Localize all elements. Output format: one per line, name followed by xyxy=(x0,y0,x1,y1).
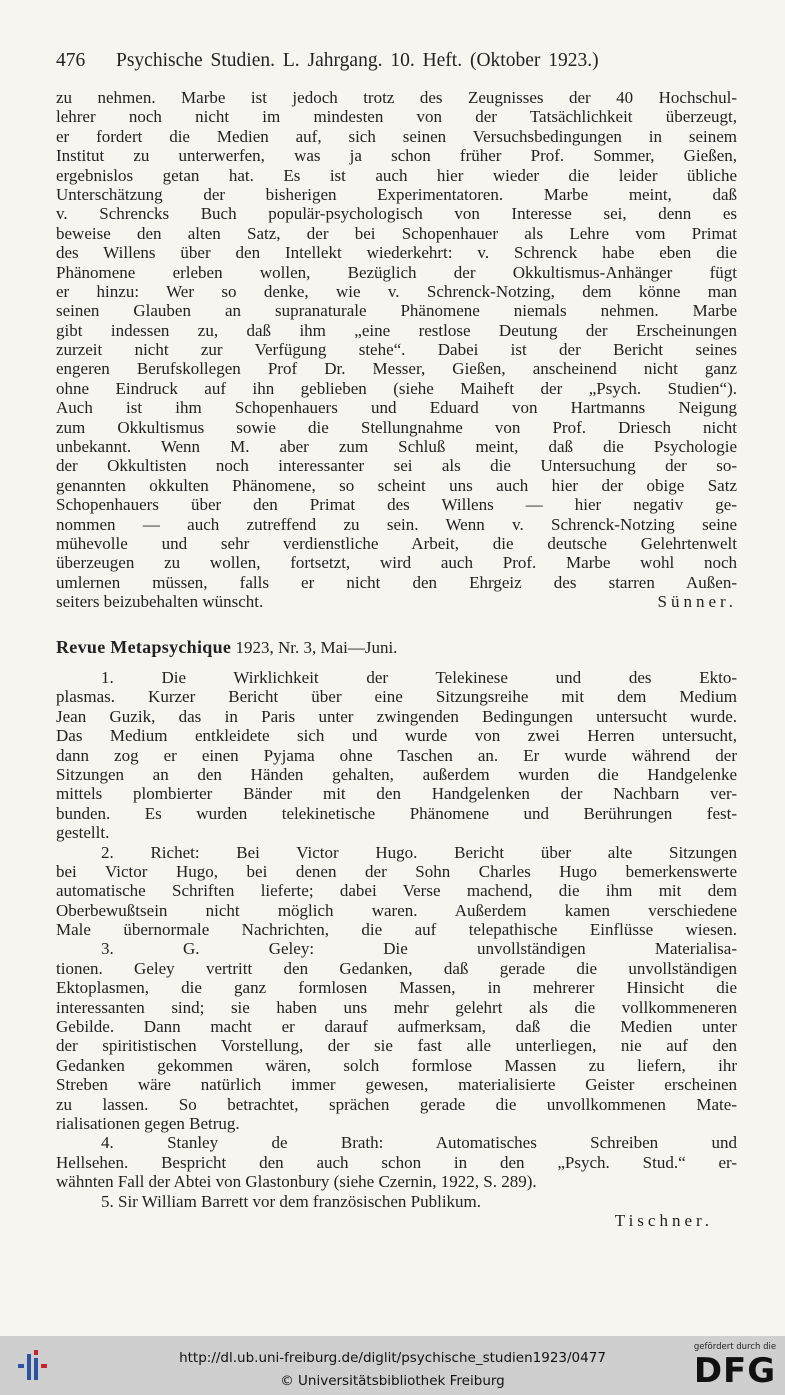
text-line: engeren Berufskollegen Prof Dr. Messer, Gießen, anscheinend nicht ganz xyxy=(56,359,737,379)
dfg-funding-logo xyxy=(690,1342,780,1392)
text-line: lehrer noch nicht im mindesten von der Tatsächlichkeit überzeugt, xyxy=(56,107,737,127)
text-line: er fordert die Medien auf, sich seinen Versuchsbedingungen in seinem xyxy=(56,126,737,146)
review-revue-body xyxy=(56,668,737,1230)
text-line: mühevolle und sehr verdienstliche Arbeit, die deutsche Gelehrtenwelt xyxy=(56,533,737,553)
funding-note: gefördert durch die xyxy=(693,1342,777,1352)
text-line: er hinzu: Wer so denke, wie v. Schrenck-Notzing, dem könne man xyxy=(56,281,737,301)
text-line: Streben wäre natürlich immer gewesen, materialisierte Geister erscheinen xyxy=(56,1075,737,1095)
text-line xyxy=(56,592,737,611)
text-line: 2. Richet: Bei Victor Hugo. Bericht über alte Sitzungen xyxy=(101,842,737,862)
text-line: interessanten sind; sie haben uns mehr gelehrt als die vollkommeneren xyxy=(56,997,737,1017)
text-line: automatische Schriften lieferte; dabei Verse machend, die ihm mit dem xyxy=(56,881,737,901)
text-line: plasmas. Kurzer Bericht über eine Sitzungsreihe mit dem Medium xyxy=(56,687,737,707)
text-line: wähnten Fall der Abtei von Glastonbury (siehe Czernin, 1922, S. 289). xyxy=(56,1172,537,1192)
text-line: Auch ist ihm Schopenhauers und Eduard von Hartmanns Neigung xyxy=(56,398,737,418)
reviewer-signature: Tischner. xyxy=(614,1210,713,1230)
text-line: ohne Eindruck auf ihn geblieben (siehe Maiheft der „Psych. Studien“). xyxy=(56,378,737,398)
text-line: der Okkultisten noch interessanter sei als die Untersuchung der so- xyxy=(56,456,737,476)
running-header xyxy=(56,46,736,76)
text-line: der spiritistischen Vorstellung, der sie fast alle unterliegen, nie auf den xyxy=(56,1036,737,1056)
text-line: bei Victor Hugo, bei denen der Sohn Charles Hugo bemerkenswerte xyxy=(56,861,737,881)
text-line: nommen — auch zutreffend zu sein. Wenn v. Schrenck-Notzing seine xyxy=(56,514,737,534)
text-line: mittels plombierter Bänder mit den Handgelenken der Nachbarn ver- xyxy=(56,784,737,804)
text-line: 5. Sir William Barrett vor dem französischen Publikum. xyxy=(101,1191,482,1211)
footer-bar xyxy=(0,1336,785,1395)
journal-issue: 1923, Nr. 3, Mai—Juni. xyxy=(235,638,398,657)
text-line: Unterschätzung der bisherigen Experimentatoren. Marbe meint, daß xyxy=(56,184,737,204)
text-line: Sitzungen an den Händen gehalten, außerdem wurden die Handgelenke xyxy=(56,764,737,784)
text-line: tionen. Geley vertritt den Gedanken, daß gerade die unvollständigen xyxy=(56,958,737,978)
text-line: dann zog er einen Pyjama ohne Taschen an. Er wurde während der xyxy=(56,745,737,765)
text-line: Oberbewußtsein nicht möglich waren. Außerdem kamen verschiedene xyxy=(56,900,737,920)
text-line: Gebilde. Dann macht er darauf aufmerksam, daß die Medien unter xyxy=(56,1017,737,1037)
review-revue-heading xyxy=(56,638,737,657)
text-line: genannten okkulten Phänomene, so scheint uns auch hier der obige Satz xyxy=(56,475,737,495)
text-line: umlernen müssen, falls er nicht den Ehrgeiz des starren Außen- xyxy=(56,572,737,592)
reviewer-signature: Sünner. xyxy=(657,592,737,612)
text-line: unbekannt. Wenn M. aber zum Schluß meint, daß die Psychologie xyxy=(56,437,737,457)
text-line: ergebnislos getan hat. Es ist auch hier wieder die leider übliche xyxy=(56,165,737,185)
text-line: Phänomene erleben wollen, Bezüglich der Okkultismus-Anhänger fügt xyxy=(56,262,737,282)
source-url-link[interactable]: http://dl.ub.uni-freiburg.de/diglit/psychische_studien1923/0477 xyxy=(179,1350,606,1366)
text-line: 4. Stanley de Brath: Automatisches Schreiben und xyxy=(101,1133,737,1153)
text-line: bunden. Es wurden telekinetische Phänomene und Berührungen fest- xyxy=(56,803,737,823)
text-line: v. Schrencks Buch populär-psychologisch von Interesse sei, denn es xyxy=(56,204,737,224)
text-line: Schopenhauers über den Primat des Willens — hier negativ ge- xyxy=(56,495,737,515)
signature-line xyxy=(56,1211,737,1230)
text-line: zu lassen. So betrachtet, sprächen gerade die unvollkommenen Mate- xyxy=(56,1094,737,1114)
review-marbe-body xyxy=(56,88,737,612)
text-line: Das Medium entkleidete sich und wurde von zwei Herren untersucht, xyxy=(56,726,737,746)
text-line: des Willens über den Intellekt wiederkehrt: v. Schrenck habe eben die xyxy=(56,243,737,263)
text-line: Male übernormale Nachrichten, die auf telepathische Einflüsse wiesen. xyxy=(56,920,737,940)
text-line: rialisationen gegen Betrug. xyxy=(56,1113,240,1133)
text-line: zu nehmen. Marbe ist jedoch trotz des Zeugnisses der 40 Hochschul- xyxy=(56,88,737,107)
text-line: zurzeit nicht zur Verfügung stehe“. Dabei ist der Bericht seines xyxy=(56,340,737,360)
text-line: Ektoplasmen, die ganz formlosen Massen, in mehrerer Hinsicht die xyxy=(56,978,737,998)
section-heading xyxy=(56,638,737,657)
text-line: beweise den alten Satz, der bei Schopenhauer als Lehre vom Primat xyxy=(56,223,737,243)
text-line: gestellt. xyxy=(56,823,110,843)
page-number: 476 xyxy=(56,50,86,71)
text-line: seinen Glauben an supranaturale Phänomene niemals nehmen. Marbe xyxy=(56,301,737,321)
journal-title: Revue Metapsychique xyxy=(56,637,232,657)
text-line: überzeugen zu wollen, fortsetzt, wird auch Prof. Marbe wohl noch xyxy=(56,553,737,573)
running-title: Psychische Studien. L. Jahrgang. 10. Heft. (Oktober 1923.) xyxy=(116,50,599,71)
text-line: 1. Die Wirklichkeit der Telekinese und des Ekto- xyxy=(101,668,737,687)
text-line: Hellsehen. Bespricht den auch schon in den „Psych. Stud.“ er- xyxy=(56,1152,737,1172)
text-line: gibt indessen zu, daß ihm „eine restlose Deutung der Erscheinungen xyxy=(56,320,737,340)
text-line-content: seiters beizubehalten wünscht. xyxy=(56,592,264,612)
text-line: 3. G. Geley: Die unvollständigen Materialisa- xyxy=(101,939,737,959)
copyright-notice: © Universitätsbibliothek Freiburg xyxy=(280,1373,505,1389)
text-line: Jean Guzik, das in Paris unter zwingenden Bedingungen untersucht wurde. xyxy=(56,706,737,726)
text-line: zum Okkultismus sowie die Stellungnahme von Prof. Driesch nicht xyxy=(56,417,737,437)
text-line: Institut zu unterwerfen, was ja schon früher Prof. Sommer, Gießen, xyxy=(56,146,737,166)
dfg-logo-icon: DFG xyxy=(693,1351,777,1391)
text-line: Gedanken gekommen wären, solch formlose Massen zu liefern, ihr xyxy=(56,1055,737,1075)
